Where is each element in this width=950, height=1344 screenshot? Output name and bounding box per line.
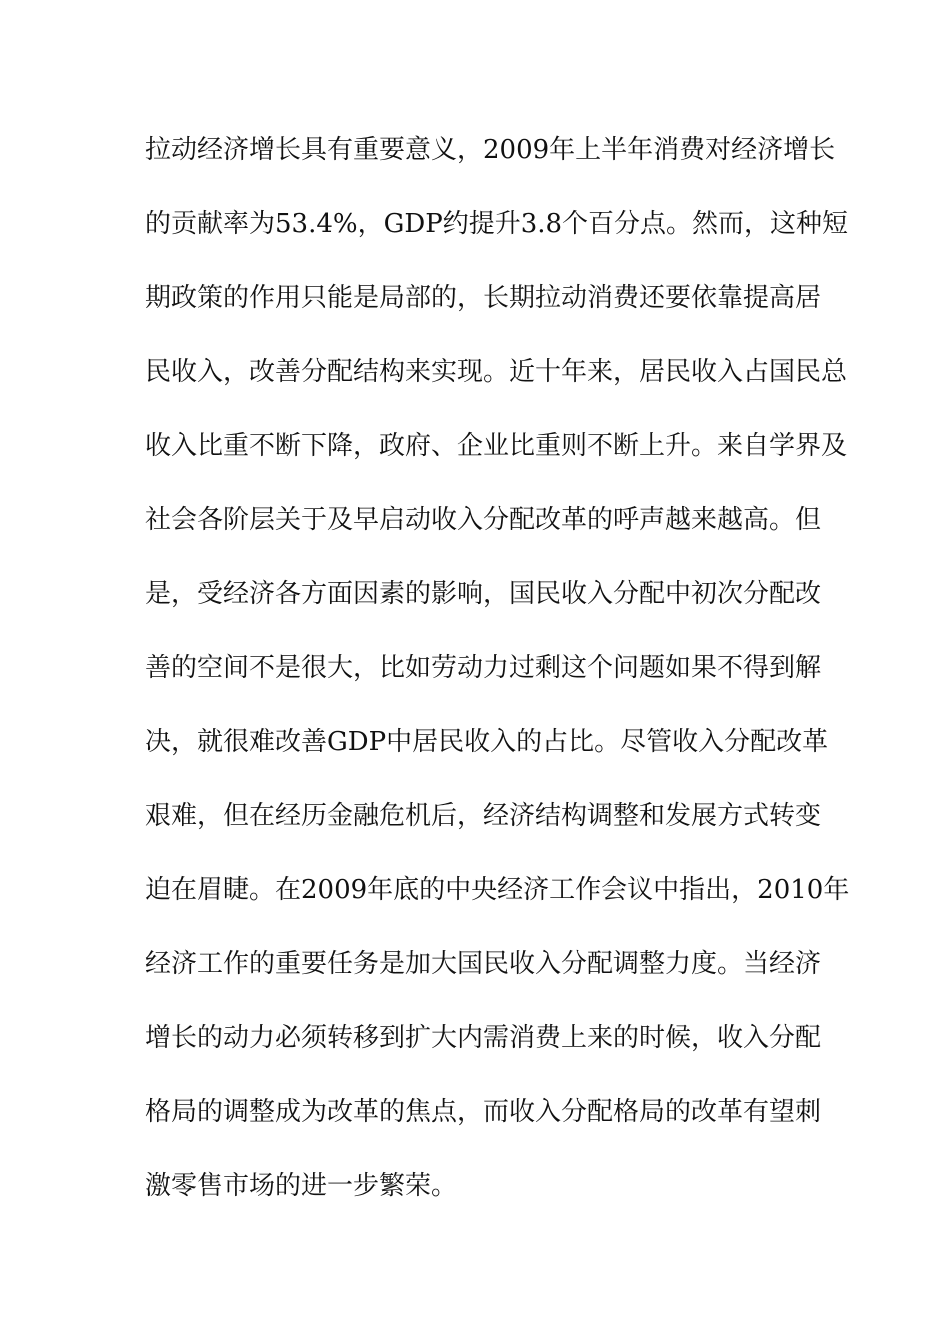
paragraph-line-7: 是，受经济各方面因素的影响，国民收入分配中初次分配改 (145, 579, 822, 609)
paragraph-line-3: 期政策的作用只能是局部的，长期拉动消费还要依靠提高居 (145, 283, 822, 313)
paragraph-line-13: 增长的动力必须转移到扩大内需消费上来的时候，收入分配 (145, 1023, 822, 1053)
paragraph-line-5: 收入比重不断下降，政府、企业比重则不断上升。来自学界及 (145, 431, 848, 461)
paragraph-line-1: 拉动经济增长具有重要意义，2009年上半年消费对经济增长 (145, 135, 836, 165)
paragraph-line-12: 经济工作的重要任务是加大国民收入分配调整力度。当经济 (145, 949, 822, 979)
paragraph-line-4: 民收入，改善分配结构来实现。近十年来，居民收入占国民总 (145, 357, 848, 387)
body-paragraph (145, 122, 850, 1232)
paragraph-line-11: 迫在眉睫。在2009年底的中央经济工作会议中指出，2010年 (145, 875, 850, 905)
paragraph-line-15: 激零售市场的进一步繁荣。 (145, 1171, 458, 1201)
paragraph-line-8: 善的空间不是很大，比如劳动力过剩这个问题如果不得到解 (145, 653, 822, 683)
paragraph-line-2: 的贡献率为53.4%，GDP约提升3.8个百分点。然而，这种短 (145, 209, 849, 239)
paragraph-line-10: 艰难，但在经历金融危机后，经济结构调整和发展方式转变 (145, 801, 822, 831)
paragraph-line-14: 格局的调整成为改革的焦点，而收入分配格局的改革有望刺 (145, 1097, 822, 1127)
paragraph-line-6: 社会各阶层关于及早启动收入分配改革的呼声越来越高。但 (145, 505, 822, 535)
paragraph-line-9: 决，就很难改善GDP中居民收入的占比。尽管收入分配改革 (145, 727, 829, 757)
